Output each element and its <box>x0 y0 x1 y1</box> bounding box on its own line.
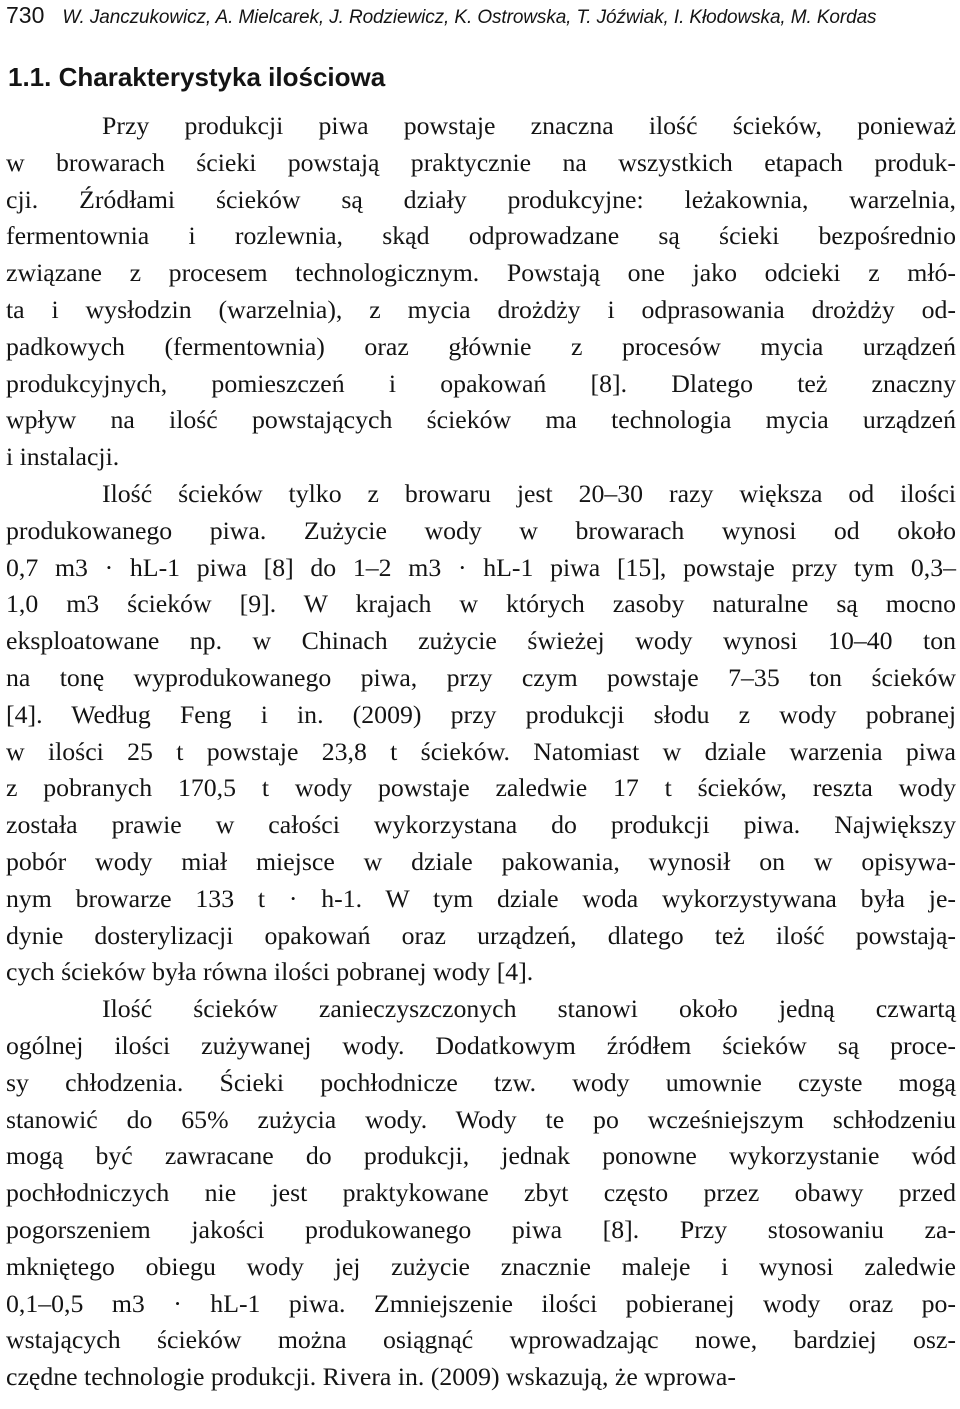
section-heading: 1.1. Charakterystyka ilościowa <box>8 62 386 92</box>
text-line: sy chłodzenia. Ścieki pochłodnicze tzw. wody umownie czyste mogą <box>6 1067 956 1097</box>
text-line: stanowić do 65% zużycia wody. Wody te po wcześniejszym schłodzeniu <box>6 1104 956 1134</box>
text-line: ogólnej ilości zużywanej wody. Dodatkowym źródłem ścieków są proce- <box>6 1030 956 1060</box>
text-line: padkowych (fermentownia) oraz głównie z procesów mycia urządzeń <box>6 331 956 361</box>
running-head-authors: W. Janczukowicz, A. Mielcarek, J. Rodziewicz, K. Ostrowska, T. Jóźwiak, I. Kłodowska, M. Kordas <box>62 7 877 28</box>
text-line: dynie dosterylizacji opakowań oraz urządzeń, dlatego też ilość powstają- <box>6 920 956 950</box>
paragraph-2 <box>6 476 956 991</box>
text-line: Ilość ścieków zanieczyszczonych stanowi około jedną czwartą <box>102 994 956 1024</box>
text-line: Ilość ścieków tylko z browaru jest 20–30 razy większa od ilości <box>102 478 956 508</box>
text-line: z pobranych 170,5 t wody powstaje zaledwie 17 t ścieków, reszta wody <box>6 773 956 803</box>
text-line: i instalacji. <box>6 442 120 472</box>
text-line: została prawie w całości wykorzystana do produkcji piwa. Największy <box>6 810 956 840</box>
text-line: wpływ na ilość powstających ścieków ma technologia mycia urządzeń <box>6 405 956 435</box>
text-line: mkniętego obiegu wody jej zużycie znacznie maleje i wynosi zaledwie <box>6 1251 956 1281</box>
text-line: ta i wysłodzin (warzelnia), z mycia drożdży i odprasowania drożdży od- <box>6 294 956 324</box>
text-line: 0,1–0,5 m3 · hL-1 piwa. Zmniejszenie ilości pobieranej wody oraz po- <box>6 1288 956 1318</box>
text-line: nym browarze 133 t · h-1. W tym dziale woda wykorzystywana była je- <box>6 883 956 913</box>
text-line: mogą być zawracane do produkcji, jednak ponowne wykorzystanie wód <box>6 1141 956 1171</box>
text-line: cji. Źródłami ścieków są działy produkcyjne: leżakownia, warzelnia, <box>6 184 956 214</box>
body-text <box>6 108 956 1396</box>
text-line: 1,0 m3 ścieków [9]. W krajach w których zasoby naturalne są mocno <box>6 589 956 619</box>
text-line: eksploatowane np. w Chinach zużycie świeżej wody wynosi 10–40 ton <box>6 626 956 656</box>
page-number: 730 <box>6 2 45 28</box>
text-line: produkcyjnych, pomieszczeń i opakowań [8]. Dlatego też znaczny <box>6 368 956 398</box>
text-line: na tonę wyprodukowanego piwa, przy czym powstaje 7–35 ton ścieków <box>6 662 956 692</box>
text-line: w ilości 25 t powstaje 23,8 t ścieków. Natomiast w dziale warzenia piwa <box>6 736 956 766</box>
running-header <box>6 0 956 40</box>
text-line: wstających ścieków można osiągnąć wprowadzając nowe, bardziej osz- <box>6 1325 956 1355</box>
text-line: produkowanego piwa. Zużycie wody w browarach wynosi od około <box>6 515 956 545</box>
paragraph-3 <box>6 991 956 1396</box>
text-line: pobór wody miał miejsce w dziale pakowania, wynosił on w opisywa- <box>6 846 956 876</box>
text-line: w browarach ścieki powstają praktycznie na wszystkich etapach produk- <box>6 147 956 177</box>
text-line: cych ścieków była równa ilości pobranej wody [4]. <box>6 957 534 987</box>
paragraph-1 <box>6 108 956 476</box>
text-line: pogorszeniem jakości produkowanego piwa [8]. Przy stosowaniu za- <box>6 1214 956 1244</box>
text-line: 0,7 m3 · hL-1 piwa [8] do 1–2 m3 · hL-1 piwa [15], powstaje przy tym 0,3– <box>6 552 956 582</box>
text-line: fermentownia i rozlewnia, skąd odprowadzane są ścieki bezpośrednio <box>6 221 956 251</box>
text-line: [4]. Według Feng i in. (2009) przy produkcji słodu z wody pobranej <box>6 699 956 729</box>
text-line: Przy produkcji piwa powstaje znaczna ilość ścieków, ponieważ <box>102 111 956 140</box>
text-line: związane z procesem technologicznym. Powstają one jako odcieki z młó- <box>6 258 956 288</box>
text-line: czędne technologie produkcji. Rivera in. (2009) wskazują, że wprowa- <box>6 1362 736 1392</box>
text-line: pochłodniczych nie jest praktykowane zbyt często przez obawy przed <box>6 1178 956 1208</box>
